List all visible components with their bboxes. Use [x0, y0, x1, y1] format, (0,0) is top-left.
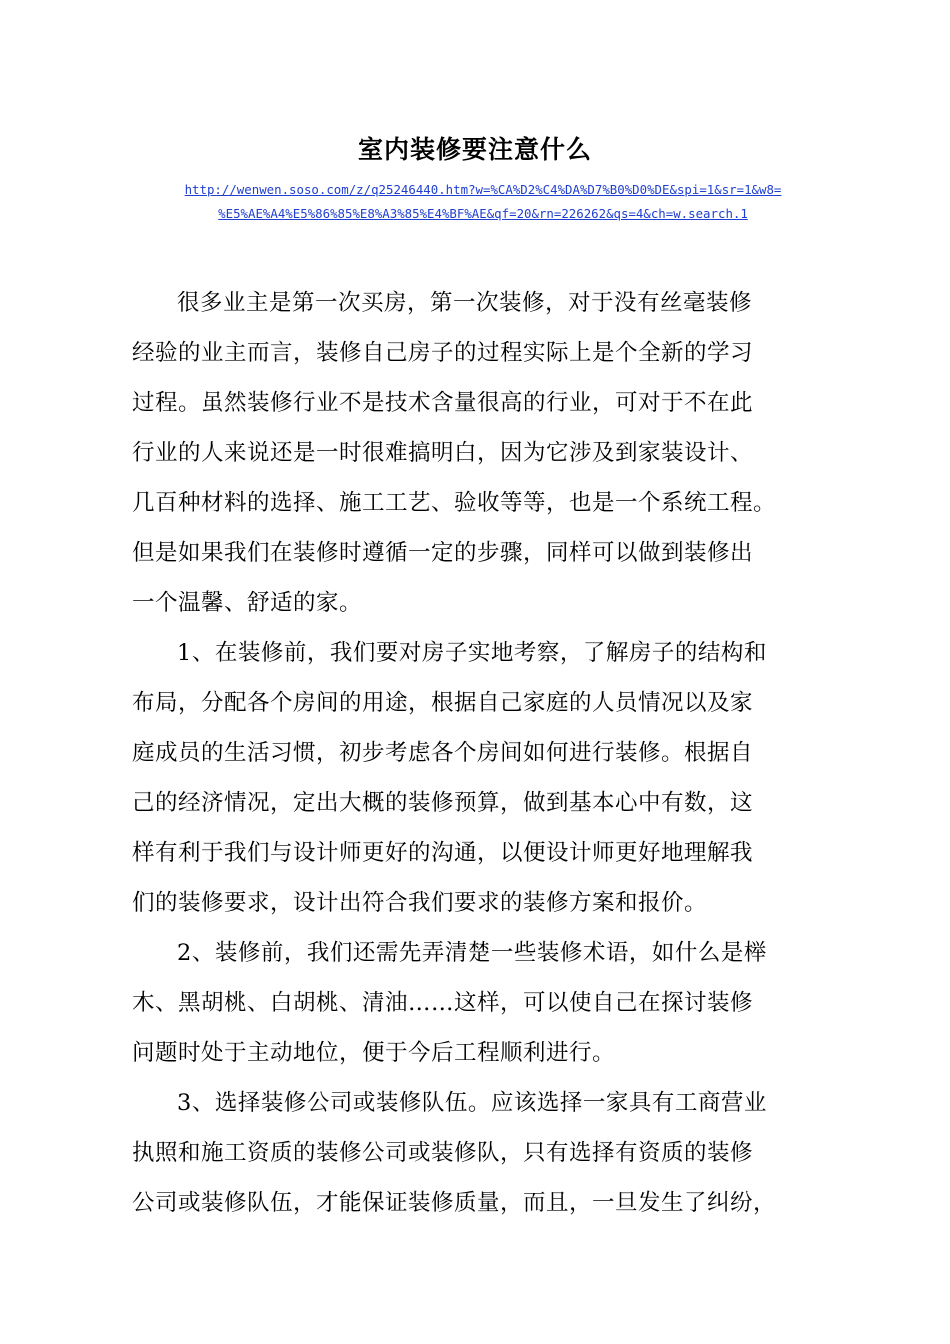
- paragraph-line: 很多业主是第一次买房，第一次装修，对于没有丝毫装修: [177, 290, 753, 316]
- source-link-line-2[interactable]: %E5%AE%A4%E5%86%85%E8%A3%85%E4%BF%AE&qf=20&rn=226262&qs=4&ch=w.search.1: [218, 206, 748, 221]
- paragraph-line: 2、装修前，我们还需先弄清楚一些装修术语，如什么是榉: [177, 940, 767, 966]
- paragraph-line: 们的装修要求，设计出符合我们要求的装修方案和报价。: [132, 890, 708, 916]
- body-text: [132, 278, 852, 1228]
- paragraph-intro: [132, 278, 852, 628]
- paragraph-line: 庭成员的生活习惯，初步考虑各个房间如何进行装修。根据自: [132, 740, 754, 766]
- paragraph-step-3: [132, 1078, 852, 1228]
- paragraph-line: 1、在装修前，我们要对房子实地考察，了解房子的结构和: [177, 640, 767, 666]
- document-title: 室内装修要注意什么: [357, 135, 592, 164]
- paragraph-step-2: [132, 928, 852, 1078]
- paragraph-line: 3、选择装修公司或装修队伍。应该选择一家具有工商营业: [177, 1090, 767, 1116]
- paragraph-line: 执照和施工资质的装修公司或装修队，只有选择有资质的装修: [132, 1140, 754, 1166]
- paragraph-line: 行业的人来说还是一时很难搞明白，因为它涉及到家装设计、: [132, 440, 754, 466]
- paragraph-line: 木、黑胡桃、白胡桃、清油……这样，可以使自己在探讨装修: [132, 990, 754, 1016]
- paragraph-line: 过程。虽然装修行业不是技术含量很高的行业，可对于不在此: [132, 390, 754, 416]
- paragraph-line: 样有利于我们与设计师更好的沟通，以便设计师更好地理解我: [132, 840, 754, 866]
- paragraph-line: 问题时处于主动地位，便于今后工程顺利进行。: [132, 1040, 616, 1066]
- paragraph-line: 己的经济情况，定出大概的装修预算，做到基本心中有数，这: [132, 790, 754, 816]
- paragraph-line: 但是如果我们在装修时遵循一定的步骤，同样可以做到装修出: [132, 540, 754, 566]
- paragraph-line: 几百种材料的选择、施工工艺、验收等等，也是一个系统工程。: [132, 490, 777, 516]
- paragraph-line: 公司或装修队伍，才能保证装修质量，而且，一旦发生了纠纷，: [132, 1190, 777, 1216]
- paragraph-line: 一个温馨、舒适的家。: [132, 590, 363, 616]
- source-link-line-1[interactable]: http://wenwen.soso.com/z/q25246440.htm?w=%CA%D2%C4%DA%D7%B0%D0%DE&spi=1&sr=1&w8=: [184, 182, 782, 197]
- paragraph-step-1: [132, 628, 852, 928]
- source-link[interactable]: [133, 178, 833, 226]
- paragraph-line: 布局，分配各个房间的用途，根据自己家庭的人员情况以及家: [132, 690, 754, 716]
- paragraph-line: 经验的业主而言，装修自己房子的过程实际上是个全新的学习: [132, 340, 754, 366]
